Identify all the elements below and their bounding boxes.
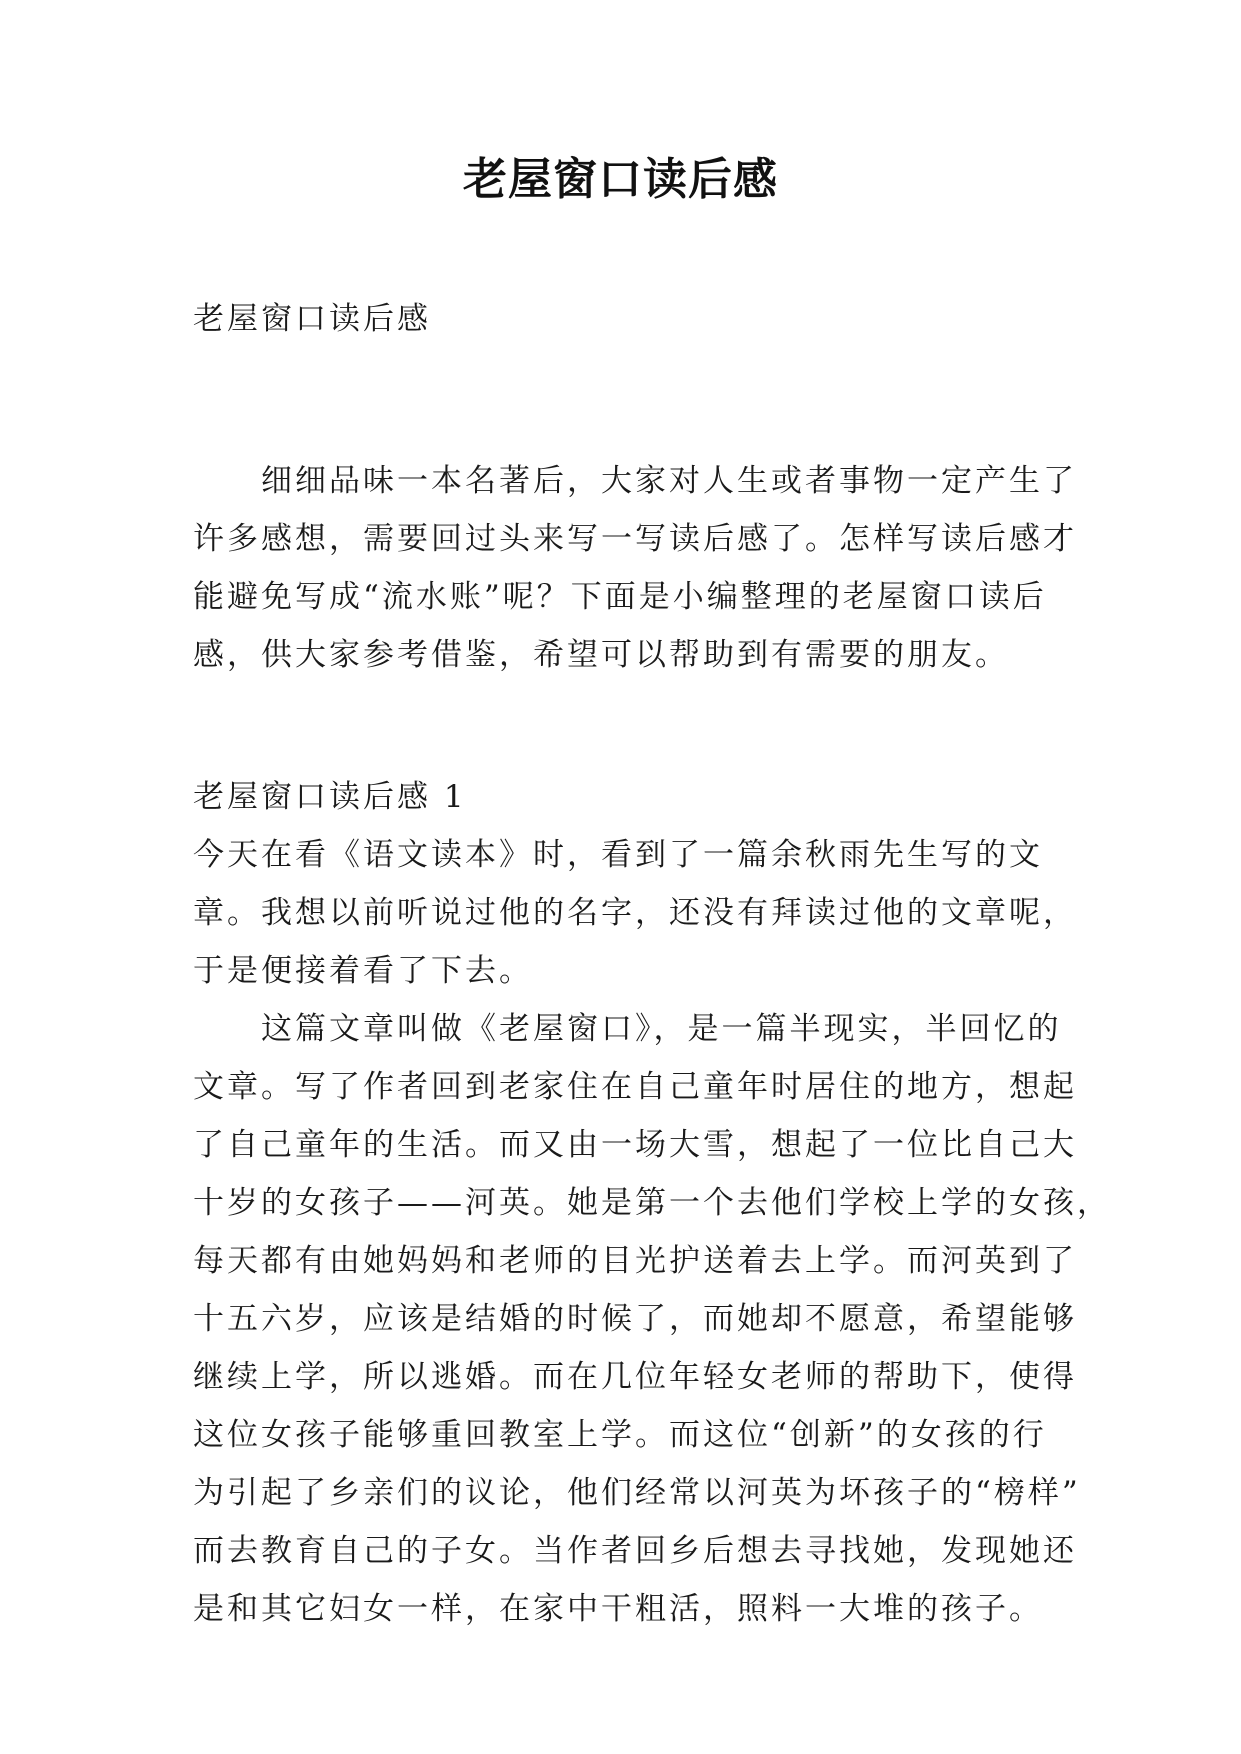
paragraph-line: 继续上学，所以逃婚。而在几位年轻女老师的帮助下，使得 [193, 1359, 1077, 1395]
document-body [193, 290, 1111, 1638]
paragraph-line: 为引起了乡亲们的议论，他们经常以河英为坏孩子的“榜样” [193, 1475, 1081, 1511]
intro-line: 细细品味一本名著后，大家对人生或者事物一定产生了 [193, 463, 1077, 499]
intro-line: 感，供大家参考借鉴，希望可以帮助到有需要的朋友。 [193, 637, 1009, 673]
intro-paragraph [193, 452, 1077, 684]
paragraph-line: 这篇文章叫做《老屋窗口》，是一篇半现实，半回忆的 [193, 1011, 1062, 1047]
paragraph-line: 了自己童年的生活。而又由一场大雪，想起了一位比自己大 [193, 1127, 1077, 1163]
paragraph-line: 是和其它妇女一样，在家中干粗活，照料一大堆的孩子。 [193, 1591, 1043, 1627]
paragraph-2 [193, 1000, 1111, 1638]
paragraph-line: 十五六岁，应该是结婚的时候了，而她却不愿意，希望能够 [193, 1301, 1077, 1337]
intro-line: 能避免写成“流水账”呢？下面是小编整理的老屋窗口读后 [193, 579, 1047, 615]
paragraph-line: 文章。写了作者回到老家住在自己童年时居住的地方，想起 [193, 1069, 1077, 1105]
section-heading: 老屋窗口读后感 1 [193, 779, 467, 815]
paragraph-line: 而去教育自己的子女。当作者回乡后想去寻找她，发现她还 [193, 1533, 1077, 1569]
paragraph-line: 于是便接着看了下去。 [193, 953, 533, 989]
intro-line: 许多感想，需要回过头来写一写读后感了。怎样写读后感才 [193, 521, 1077, 557]
paragraph-line: 这位女孩子能够重回教室上学。而这位“创新”的女孩的行 [193, 1417, 1047, 1453]
paragraph-1 [193, 826, 1077, 1000]
document-title: 老屋窗口读后感 [463, 154, 778, 205]
paragraph-line: 今天在看《语文读本》时，看到了一篇余秋雨先生写的文 [193, 837, 1043, 873]
paragraph-line: 每天都有由她妈妈和老师的目光护送着去上学。而河英到了 [193, 1243, 1077, 1279]
paragraph-line: 章。我想以前听说过他的名字，还没有拜读过他的文章呢， [193, 895, 1077, 931]
paragraph-line: 十岁的女孩子——河英。她是第一个去他们学校上学的女孩， [193, 1185, 1111, 1221]
document-subtitle: 老屋窗口读后感 [193, 301, 431, 337]
